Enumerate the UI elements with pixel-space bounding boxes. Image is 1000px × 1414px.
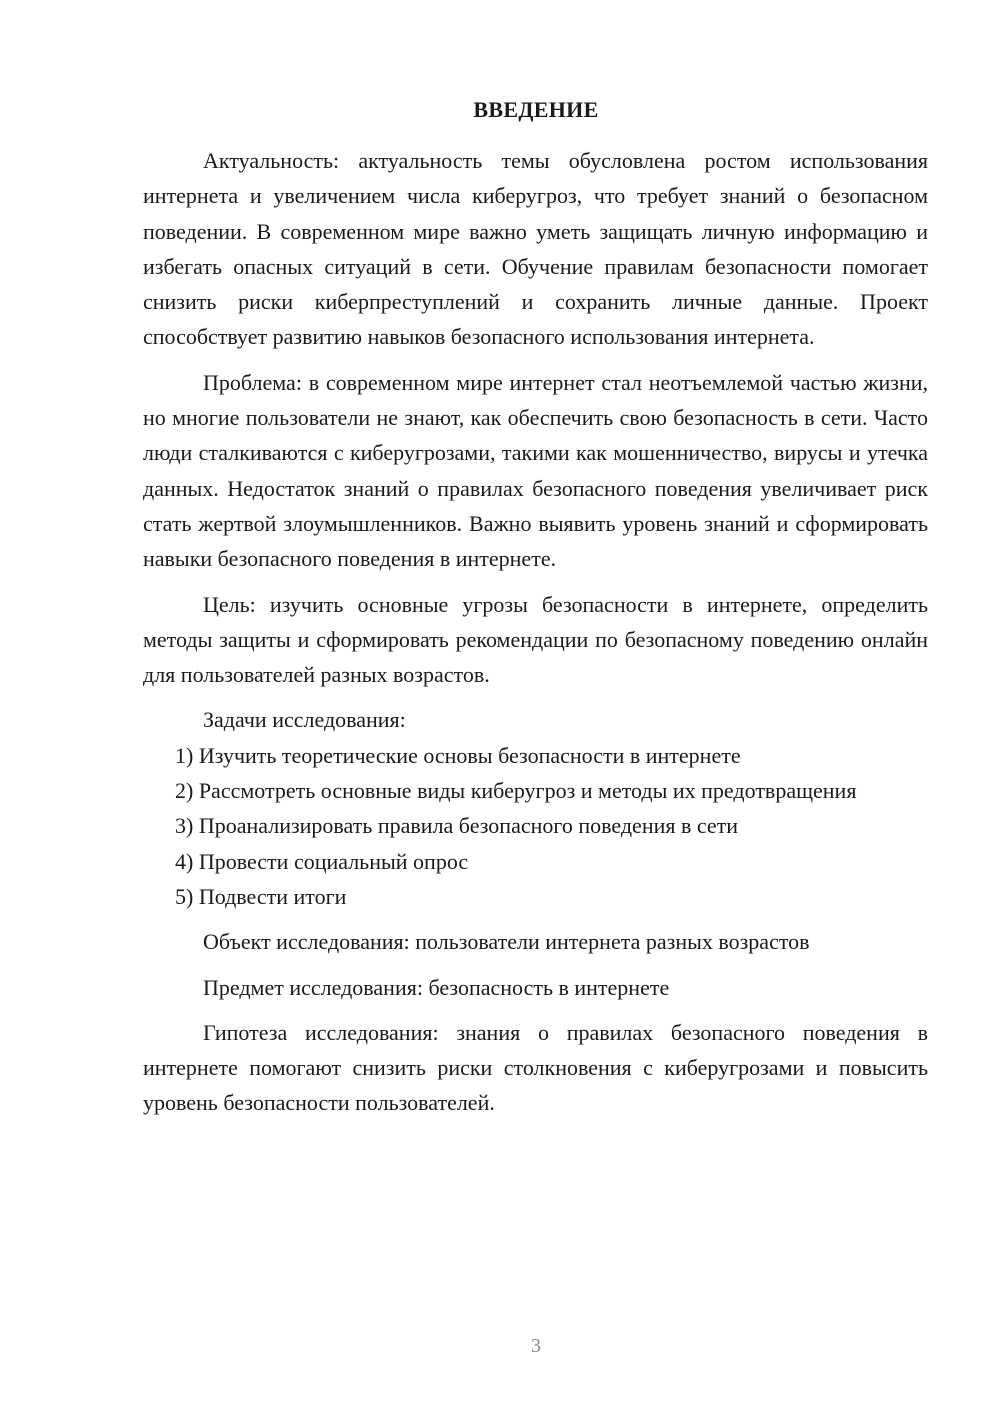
goal-paragraph: Цель: изучить основные угрозы безопасности в интернете, определить методы защиты и сформировать рекомендации по безопасному поведению онлайн для пользователей разных возрастов. — [143, 591, 928, 688]
hypothesis-paragraph: Гипотеза исследования: знания о правилах безопасного поведения в интернете помогают снизить риски столкновения с киберугрозами и повысить уровень безопасности пользователей. — [143, 1019, 928, 1116]
problem-paragraph: Проблема: в современном мире интернет стал неотъемлемой частью жизни, но многие пользователи не знают, как обеспечить свою безопасность в сети. Часто люди сталкиваются с киберугрозами, такими как мошенничество, вирусы и утечка данных. Недостаток знаний о правилах безопасного поведения увеличивает риск стать жертвой злоумышленников. Важно выявить уровень знаний и сформировать навыки безопасного поведения в интернете. — [143, 369, 928, 572]
task-item-4: 4) Провести социальный опрос — [175, 848, 469, 874]
relevance-paragraph: Актуальность: актуальность темы обусловлена ростом использования интернета и увеличением числа киберугроз, что требует знаний о безопасном поведении. В современном мире важно уметь защищать личную информацию и избегать опасных ситуаций в сети. Обучение правилам безопасности помогает снизить риски киберпреступлений и сохранить личные данные. Проект способствует развитию навыков безопасного использования интернета. — [143, 148, 928, 350]
document-body — [143, 143, 928, 1121]
task-item-5: 5) Подвести итоги — [175, 883, 347, 909]
task-item-3: 3) Проанализировать правила безопасного поведения в сети — [175, 813, 739, 839]
tasks-heading: Задачи исследования: — [203, 707, 406, 733]
subject-paragraph: Предмет исследования: безопасность в интернете — [203, 974, 670, 1000]
task-item-1: 1) Изучить теоретические основы безопасности в интернете — [175, 742, 741, 768]
page-number: 3 — [531, 1335, 541, 1357]
page-title: ВВЕДЕНИЕ — [473, 97, 599, 122]
task-item-2: 2) Рассмотреть основные виды киберугроз и методы их предотвращения — [175, 778, 857, 804]
object-paragraph: Объект исследования: пользователи интернета разных возрастов — [203, 929, 810, 955]
